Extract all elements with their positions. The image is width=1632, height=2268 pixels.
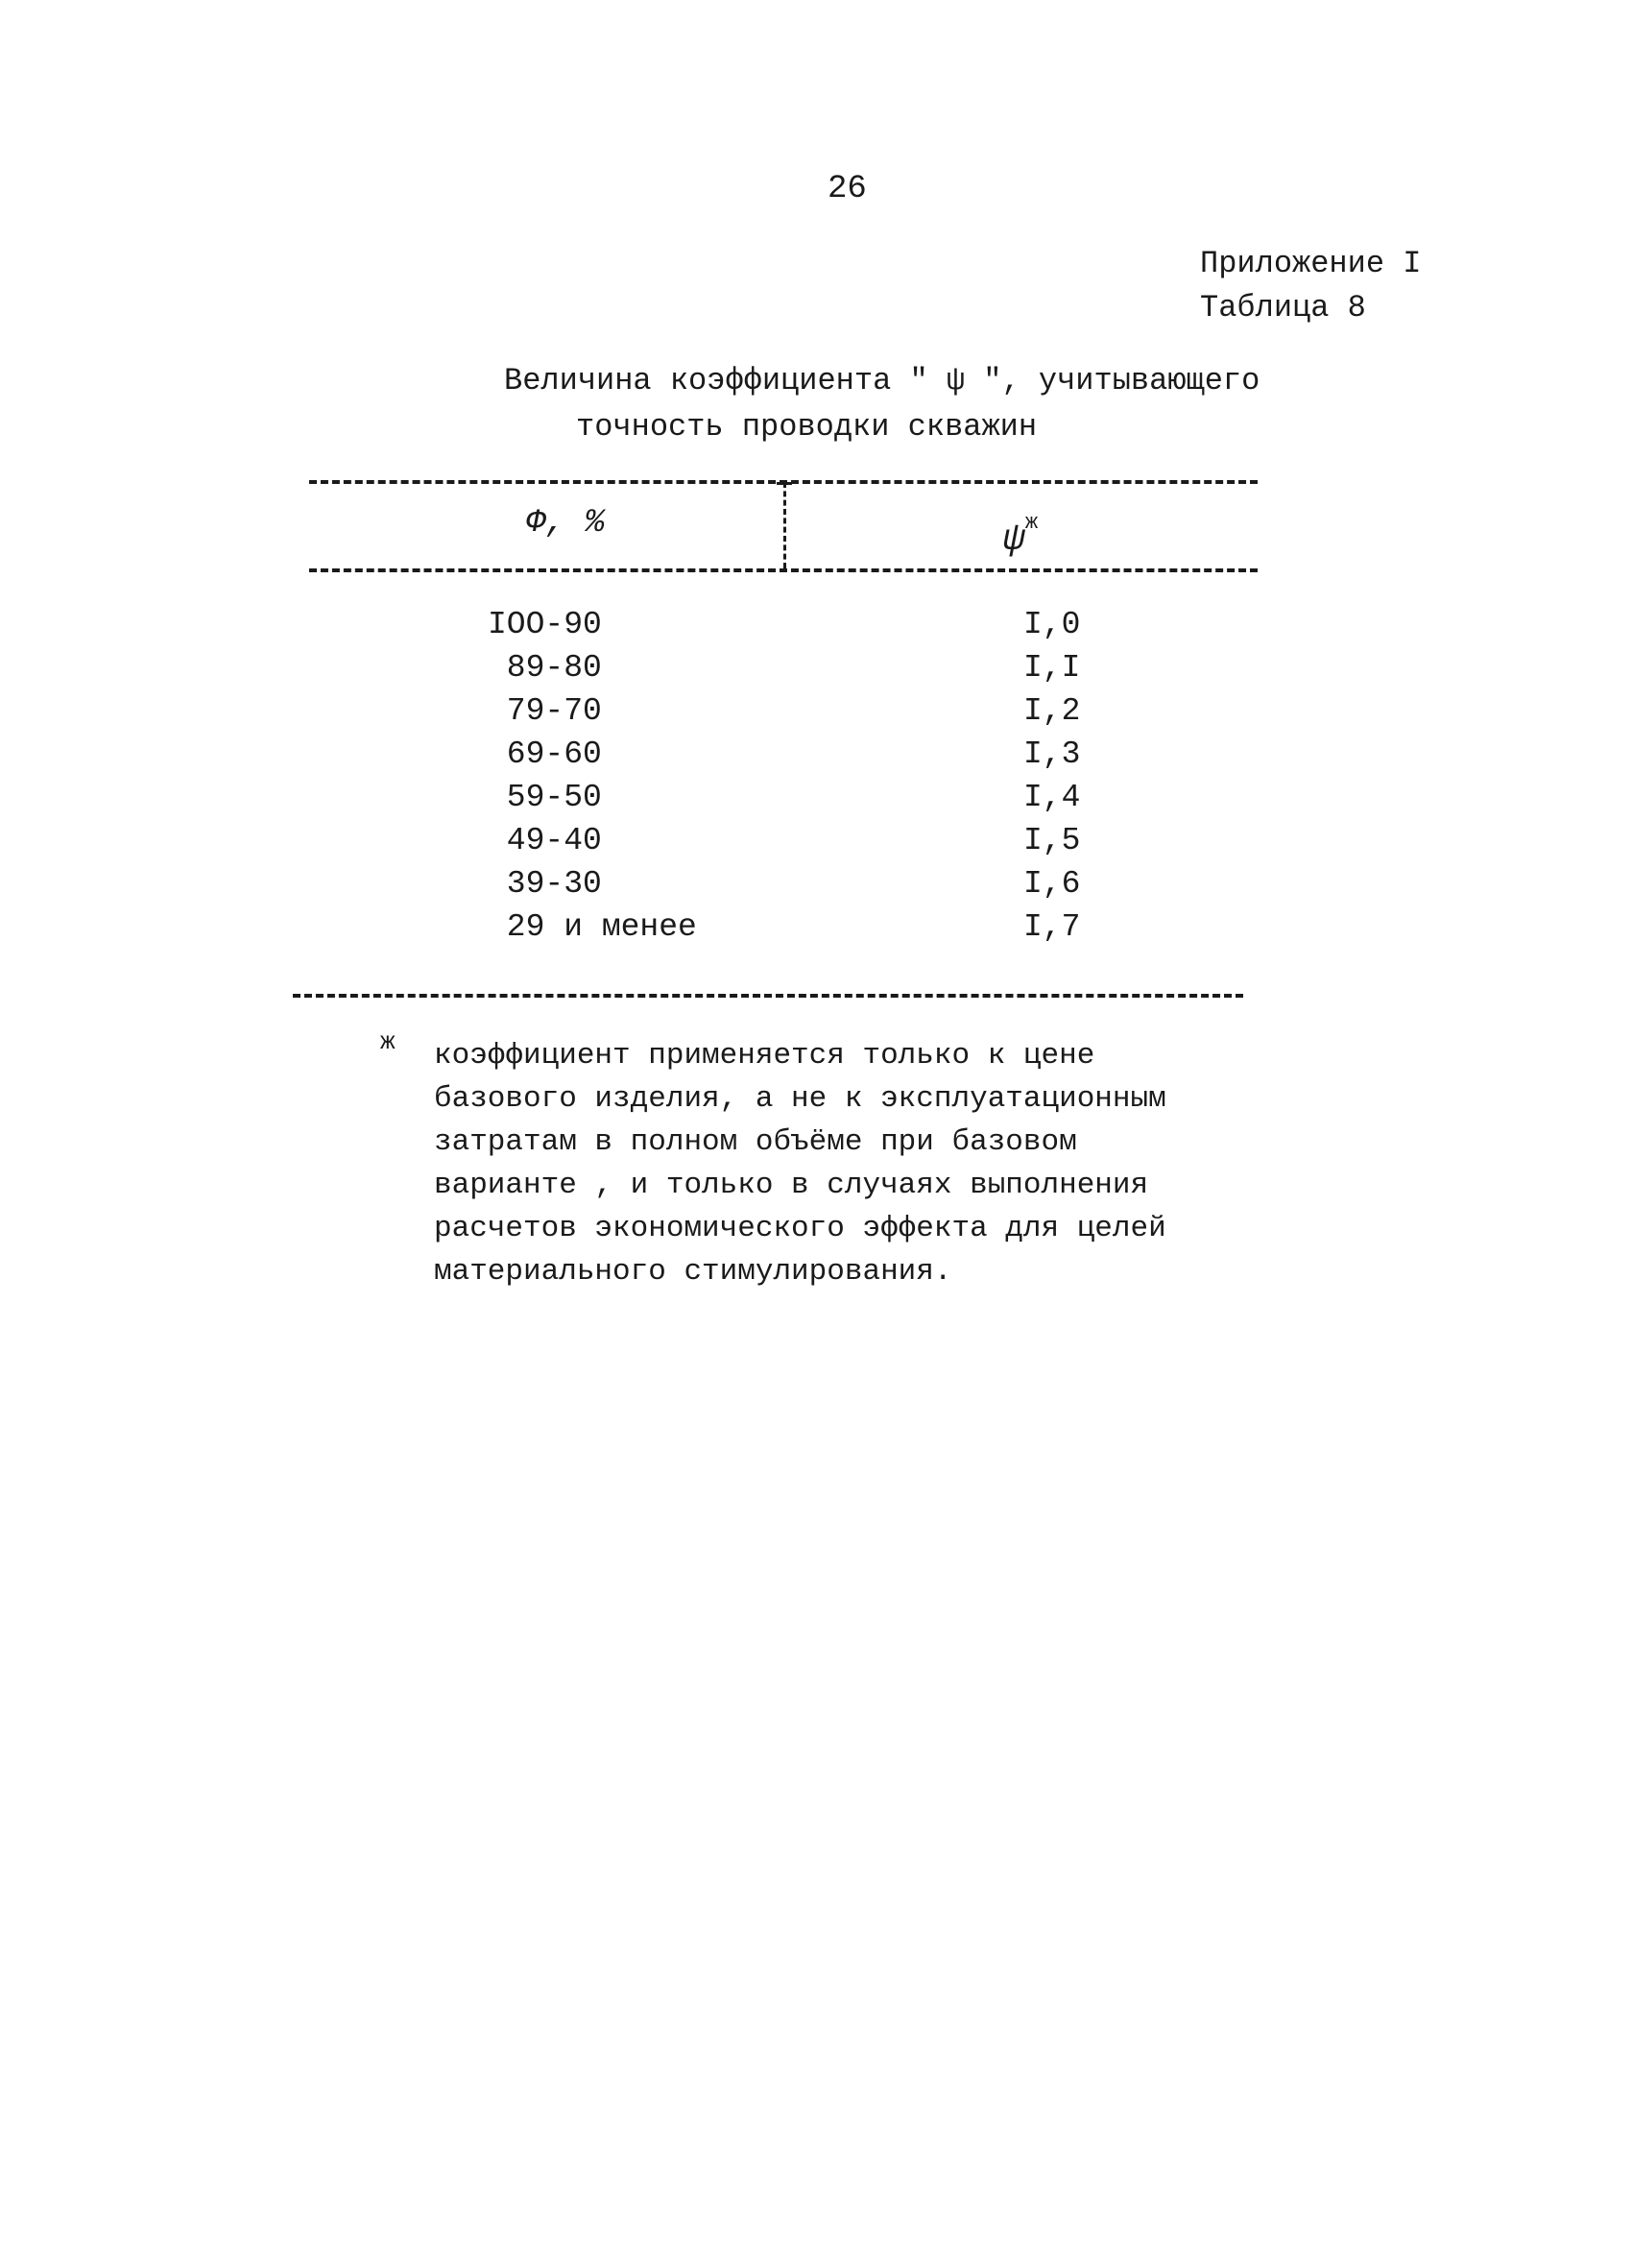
column-header-psi [1003, 511, 1039, 561]
footnote-line: коэффициент применяется только к цене [434, 1039, 1095, 1073]
table-cell-coefficient: I,I [1023, 650, 1081, 686]
page-number: 26 [828, 171, 867, 207]
table-cell-range: 79-70 [488, 693, 602, 729]
table-cell-coefficient: I,5 [1023, 823, 1081, 858]
table-cell-range: 69-60 [488, 736, 602, 772]
footnote-line: базового изделия, а не к эксплуатационным [434, 1082, 1166, 1116]
header-column-separator [783, 482, 786, 568]
table-cell-range: 29 и менее [488, 909, 697, 945]
table-cell-coefficient: I,0 [1023, 607, 1081, 642]
footnote-line: варианте , и только в случаях выполнения [434, 1169, 1149, 1202]
table-cell-range: IOO-90 [488, 607, 602, 642]
column-header-phi: Ф, % [526, 505, 605, 542]
footnote-mark: ж [380, 1027, 396, 1056]
footnote-line: затратам в полном объёме при базовом [434, 1125, 1077, 1159]
footnote-line: материального стимулирования. [434, 1255, 952, 1289]
table-cell-range: 89-80 [488, 650, 602, 686]
table-title-line-2: точность проводки скважин [576, 409, 1038, 445]
table-cell-coefficient: I,3 [1023, 736, 1081, 772]
table-cell-range: 49-40 [488, 823, 602, 858]
table-bottom-rule [293, 994, 1243, 998]
table-label: Таблица 8 [1200, 290, 1366, 326]
table-cell-coefficient: I,7 [1023, 909, 1081, 945]
appendix-label: Приложение I [1200, 246, 1422, 281]
table-cell-coefficient: I,2 [1023, 693, 1081, 729]
footnote-line: расчетов экономического эффекта для целей [434, 1212, 1166, 1245]
psi-symbol: ψ [1003, 519, 1025, 561]
table-cell-coefficient: I,6 [1023, 866, 1081, 902]
table-header-rule [309, 568, 1258, 572]
table-cell-range: 59-50 [488, 780, 602, 815]
psi-footnote-mark: ж [1024, 511, 1039, 535]
table-title-line-1: Величина коэффициента " ψ ", учитывающего [504, 363, 1260, 398]
table-cell-coefficient: I,4 [1023, 780, 1081, 815]
separator-tick-top [777, 482, 792, 485]
table-cell-range: 39-30 [488, 866, 602, 902]
